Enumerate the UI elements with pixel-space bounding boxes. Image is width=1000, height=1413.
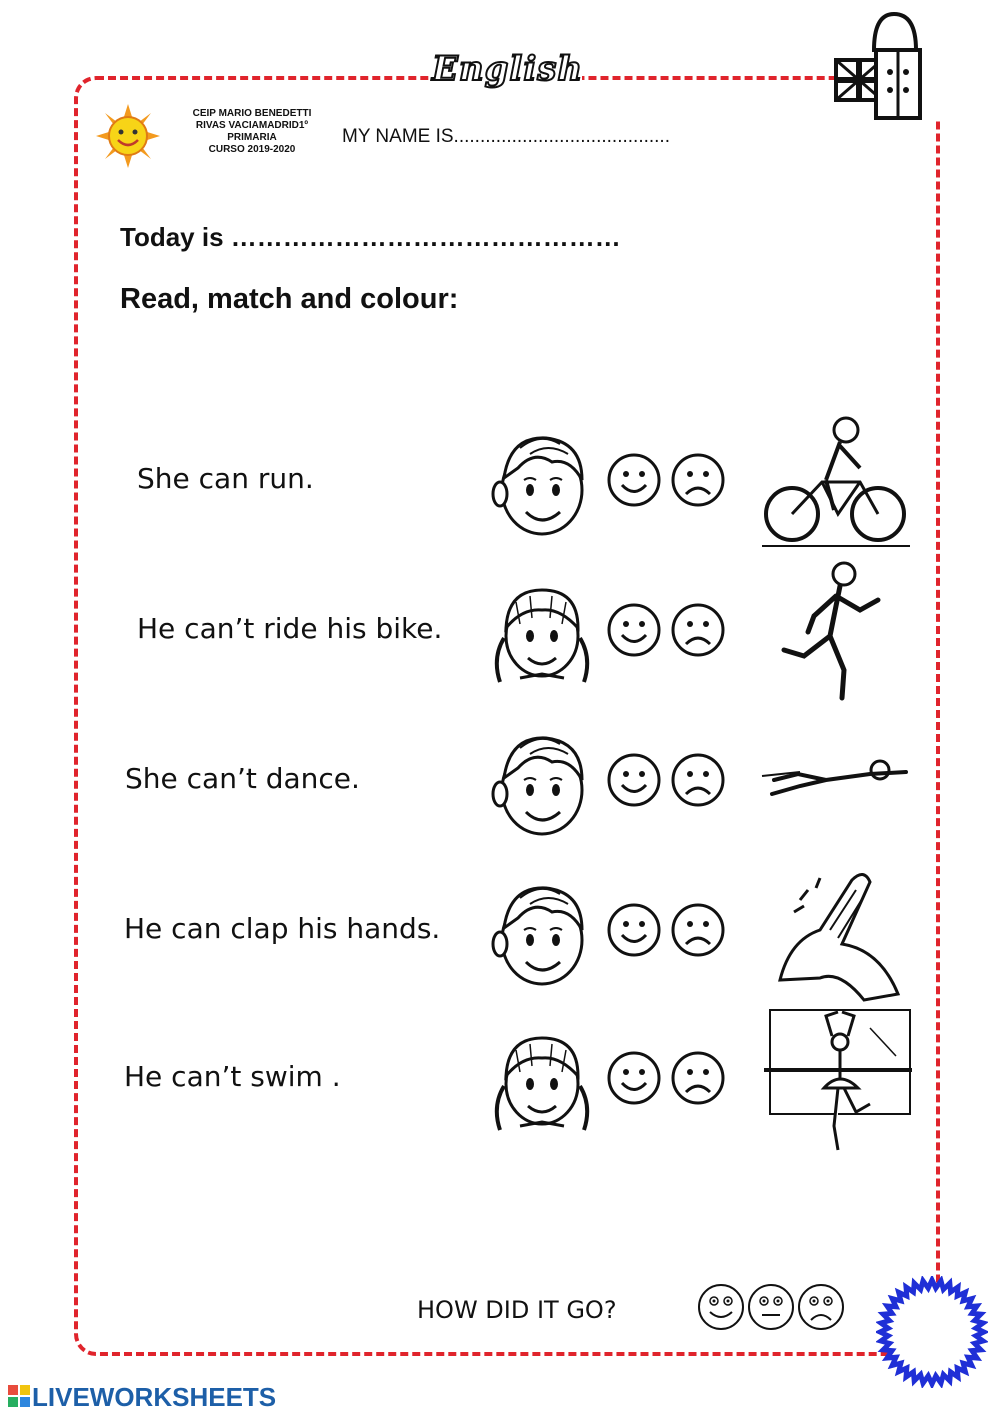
girl-face-icon[interactable] (490, 1026, 592, 1140)
happy-face-icon[interactable] (606, 902, 662, 958)
sad-face-icon[interactable] (670, 602, 726, 658)
girl-face-icon[interactable] (490, 578, 592, 692)
cycling-picture-icon[interactable] (760, 410, 915, 558)
sentence-text: He can’t ride his bike. (137, 612, 443, 645)
school-line: RIVAS VACIAMADRID1º (195, 120, 309, 131)
sentence-text: He can clap his hands. (124, 912, 441, 945)
self-assessment-label: HOW DID IT GO? (417, 1296, 617, 1324)
instruction-heading: Read, match and colour: (120, 283, 459, 315)
blue-starburst-badge-icon (876, 1276, 988, 1388)
exercise-row (0, 560, 1000, 710)
exercise-row (0, 860, 1000, 1010)
exercise-row (0, 710, 1000, 860)
exercise-row (0, 1008, 1000, 1158)
boy-face-icon[interactable] (490, 878, 592, 992)
brand-name: LIVEWORKSHEETS (32, 1382, 277, 1412)
page-title: English (432, 49, 584, 89)
school-line: CURSO 2019-2020 (208, 144, 296, 155)
running-picture-icon[interactable] (760, 560, 915, 708)
sad-face-icon[interactable] (670, 752, 726, 808)
sad-face-icon[interactable] (670, 902, 726, 958)
happy-face-icon[interactable] (606, 602, 662, 658)
rating-happy-face-icon[interactable] (696, 1282, 746, 1332)
boy-face-icon[interactable] (490, 728, 592, 842)
school-sun-logo-icon (96, 104, 160, 168)
happy-face-icon[interactable] (606, 452, 662, 508)
brand-footer (32, 1382, 276, 1413)
school-line: PRIMARIA (227, 132, 277, 143)
sentence-text: She can run. (137, 462, 314, 495)
date-field-label[interactable]: Today is ……………………………………… (120, 222, 621, 252)
school-line: CEIP MARIO BENEDETTI (192, 108, 312, 119)
happy-face-icon[interactable] (606, 1050, 662, 1106)
ballet-picture-icon[interactable] (760, 1008, 915, 1156)
exercise-row (0, 410, 1000, 560)
swimming-picture-icon[interactable] (760, 710, 915, 858)
sentence-text: He can’t swim . (124, 1060, 341, 1093)
rating-sad-face-icon[interactable] (796, 1282, 846, 1332)
name-field-label[interactable]: MY NAME IS......................................... (342, 126, 670, 147)
happy-face-icon[interactable] (606, 752, 662, 808)
royal-guard-icon (834, 10, 944, 120)
title-banner (432, 46, 582, 92)
sentence-text: She can’t dance. (125, 762, 360, 795)
sad-face-icon[interactable] (670, 452, 726, 508)
rating-neutral-face-icon[interactable] (746, 1282, 796, 1332)
liveworksheets-logo-icon (8, 1385, 30, 1407)
school-info (178, 108, 326, 156)
boy-face-icon[interactable] (490, 428, 592, 542)
sad-face-icon[interactable] (670, 1050, 726, 1106)
clapping-hands-picture-icon[interactable] (760, 860, 915, 1008)
